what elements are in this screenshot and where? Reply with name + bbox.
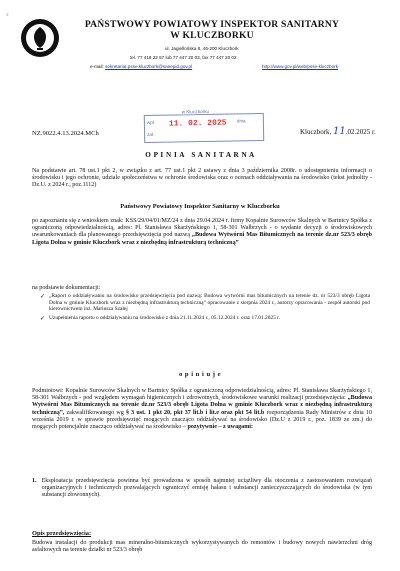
header-title-line2: W KLUCZBORKU: [170, 30, 254, 41]
documents-list: [40, 293, 370, 322]
intro-paragraph: Na podstawie art. 78 ust.1 pkt 2, w związku z art. 77 ust.1 pkt 2 ustawy z dnia 3 października 2008r. o udostępnieniu informacji o środowisku i jego ochronie, udziale społeczeństwa w ochronie środowiska oraz o ocenach oddziaływania na środowisko (tekst jednolity - Dz.U. z 2024 r., poz.1112): [32, 168, 372, 189]
website-link[interactable]: http://www.gov.pl/web/psse-kluczbork: [262, 64, 338, 69]
request-paragraph: [32, 218, 372, 247]
document-title: O P I N I A S A N I T A R N A: [145, 151, 255, 159]
opinion-heading: o p i n i u j e: [178, 371, 222, 378]
place-date: [300, 126, 376, 137]
request-text: po zapoznaniu się z wnioskiem znak: KSS/29/04/01/MZ/24 z dnia 29.04.2024 r. firmy Kopalnie Surowców Skalnych w Bartnicy Spółka z ograniczoną odpowiedzialnością, adres: Pl. Stanisława Skarżyńskiego 1, 58-301 Wałbrzych - o wydanie decyzji o środowiskowych uwarunkowaniach dla planowanego przedsięwzięcia pod nazwą: [32, 218, 372, 239]
stamp-top-text: w Kluczborku: [179, 109, 212, 115]
remarks-list: [32, 478, 372, 500]
stamp-date: 11. 02. 2025: [168, 118, 227, 129]
opinion-legal-basis: § 3 ust. 1 pkt 20, pkt 37 lit.b i lit.e oraz pkt 54 lit.b: [125, 409, 265, 416]
opinion-project-name: „Budowa Wytwórni Mas Bitumicznych na terenie dz.nr 523/3 obręb Ligota Dolna w gminie Kluczbork wraz z niezbędną infrastrukturą techniczną”,: [32, 395, 372, 416]
document-item: [40, 293, 370, 313]
opinion-text-end: rozporządzenia Rady Ministrów z dnia 10 września 2019 r. w sprawie przedsięwzięć mogących znacząco oddziaływać na środowisko (Dz.U z 2019 r., poz. 1839 ze zm.) do mogących potencjalnie znacząco oddziaływać na środowisko –: [32, 409, 372, 431]
document-item-text: „Raport o oddziaływaniu na środowisko przedsięwzięcia pod nazwą: Budowa wytwórni mas bitumicznych na terenie dz. nr 523/3 obręb Ligota Dolna w gminie Kluczbork wraz z niezbędną infrastrukturą techniczną” opracowanie z sierpnia 2024 r., autorzy opracowania - zespół autorski pod kierownictwem inż. Mariusza Szałej: [49, 293, 370, 313]
header-address: ul. Jagiellońska 8, 46-200 Kluczbork: [165, 46, 239, 51]
project-name: „Budowa Wytwórni Mas Bitumicznych na terenie dz.nr 523/3 obręb Ligota Dolna w gminie Kluczbork wraz z niezbędną infrastrukturą techniczną”: [32, 232, 372, 246]
remark-text: Eksploatacja przedsięwzięcia powinna być prowadzona w sposób najmniej uciążliwy dla otoczenia z zastosowaniem rozwiązań organizacyjnych i technicznych pozwalających ograniczyć emisję hałasu i substancji zanieczyszczających do środowiska (w tym substancji złowonnych).: [41, 478, 372, 499]
opinion-paragraph: [32, 388, 372, 431]
registry-stamp: [144, 108, 264, 143]
stamp-wpl-label: wpł.: [146, 119, 156, 125]
checkmark-icon: ✓: [40, 315, 46, 322]
document-item-text: Uzupełnienia raportu o oddziaływaniu na środowisko z dnia 21.11.2024 r., 05.12.2024 r. oraz 17.01.2025 r.: [49, 314, 280, 321]
stamp-zal-label: zał.: [147, 131, 155, 137]
documentation-label: na podstawie dokumentacji:: [32, 285, 101, 291]
opinion-text-mid: zakwalifikowanego wg: [64, 409, 126, 416]
stamp-dnia-label: dnia: [236, 118, 246, 124]
header-phones: tel. 77 418 22 57 lub 77 447 20 03, fax 77 447 20 02: [130, 55, 237, 60]
opinion-text-start: Podmiotowi: Kopalnie Surowców Skalnych w Bartnicy Spółka z ograniczoną odpowiedzialnością, adres: Pl. Stanisława Skarżyńskiego 1, 58-301 Wałbrzych - pod względem wymagań higienicznych i zdrowotnych, środowiskowe warunki realizacji przedsięwzięcia:: [32, 388, 372, 402]
header-title-line1: PAŃSTWOWY POWIATOWY INSPEKTOR SANITARNY: [84, 19, 340, 30]
reference-number: NZ.9022.4.13.2024.MCh: [32, 130, 99, 137]
opinion-result: pozytywnie – z uwagami:: [187, 424, 254, 431]
remark-number: 1.: [32, 478, 37, 484]
place-suffix: .02.2025 r.: [345, 128, 376, 136]
email-label: e-mail:: [90, 64, 104, 69]
header-contact-line: [90, 64, 192, 69]
checkmark-icon: ✓: [40, 294, 46, 300]
sanitary-inspection-seal: [20, 18, 60, 58]
handwritten-day: 11: [333, 126, 346, 137]
section-text: Budowa instalacji do produkcji mas mineralno-bitumicznych wykorzystywanych do remontów i budowy nowych nawierzchni dróg asfaltowych na terenie działki nr 523/3 obręb: [32, 540, 372, 554]
remark-item: [32, 478, 372, 500]
place-prefix: Kluczbork,: [300, 128, 332, 136]
email-link[interactable]: sekretariat.psse.kluczbork@sanepid.gov.pl: [105, 64, 193, 69]
document-item: [40, 315, 370, 322]
authority-name: Państwowy Powiatowy Inspektor Sanitarny w Kluczborku: [120, 203, 280, 210]
section-heading: Opis przedsięwzięcia:: [32, 530, 92, 537]
page-margin-mark: 2: [6, 12, 9, 17]
website-line: [262, 64, 338, 69]
